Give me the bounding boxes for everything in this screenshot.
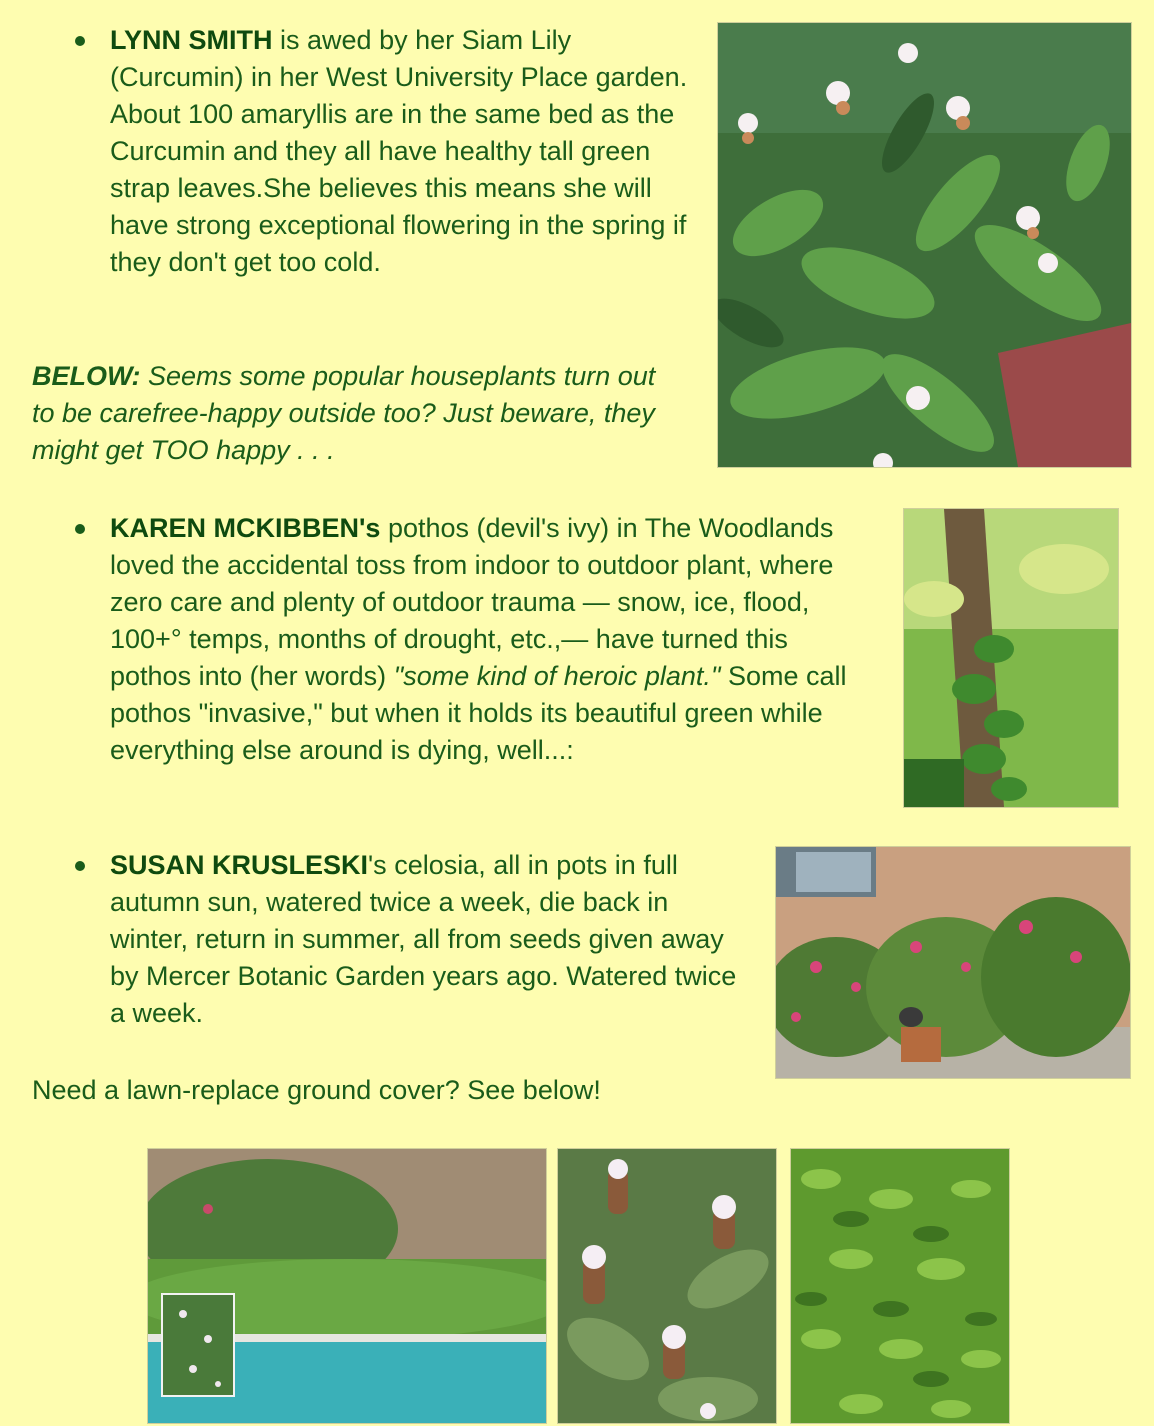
ground-cover-leaves-photo: [790, 1148, 1010, 1424]
celosia-photo: [775, 846, 1131, 1079]
below-note: [32, 358, 672, 469]
person-name: KAREN MCKIBBEN's: [110, 513, 381, 543]
siam-lily-photo: [717, 22, 1132, 468]
item-lynn-smith-text: LYNN SMITH is awed by her Siam Lily (Curcumin) in her West University Place garden. About 100 amaryllis are in the same bed as the Curcumin and they all have healthy tall green strap leaves.She believes this means she will have strong exceptional flowering in the spring if they don't get too cold.: [110, 25, 688, 277]
item-lynn-smith: [32, 22, 702, 281]
bullet-icon: [75, 861, 85, 871]
frogfruit-closeup-photo: [557, 1148, 777, 1424]
quote: "some kind of heroic plant.": [393, 661, 721, 691]
bullet-icon: [75, 524, 85, 534]
item-susan-krusleski-text: SUSAN KRUSLESKI's celosia, all in pots in full autumn sun, watered twice a week, die back in winter, return in summer, all from seeds given away by Mercer Botanic Garden years ago. Watered twice a week.: [110, 850, 737, 1028]
item-karen-mckibben: [32, 510, 862, 769]
pool-ground-cover-photo: [147, 1148, 547, 1424]
person-name: SUSAN KRUSLESKI: [110, 850, 369, 880]
ground-cover-note-text: Need a lawn-replace ground cover? See below!: [32, 1075, 601, 1105]
below-note-text: BELOW: Seems some popular houseplants turn out to be carefree-happy outside too? Just beware, they might get TOO happy . . .: [32, 361, 656, 465]
bullet-icon: [75, 36, 85, 46]
person-name: LYNN SMITH: [110, 25, 273, 55]
below-label: BELOW:: [32, 361, 141, 391]
item-susan-krusleski: [32, 847, 752, 1032]
ground-cover-note: [32, 1072, 932, 1109]
pothos-photo: [903, 508, 1119, 808]
item-karen-mckibben-text: KAREN MCKIBBEN's pothos (devil's ivy) in The Woodlands loved the accidental toss from indoor to outdoor plant, where zero care and plenty of outdoor trauma — snow, ice, flood, 100+° temps, months of drought, etc.,— have turned this pothos into (her words) "some kind of heroic plant." Some call pothos "invasive," but when it holds its beautiful green while everything else around is dying, well...:: [110, 513, 847, 765]
